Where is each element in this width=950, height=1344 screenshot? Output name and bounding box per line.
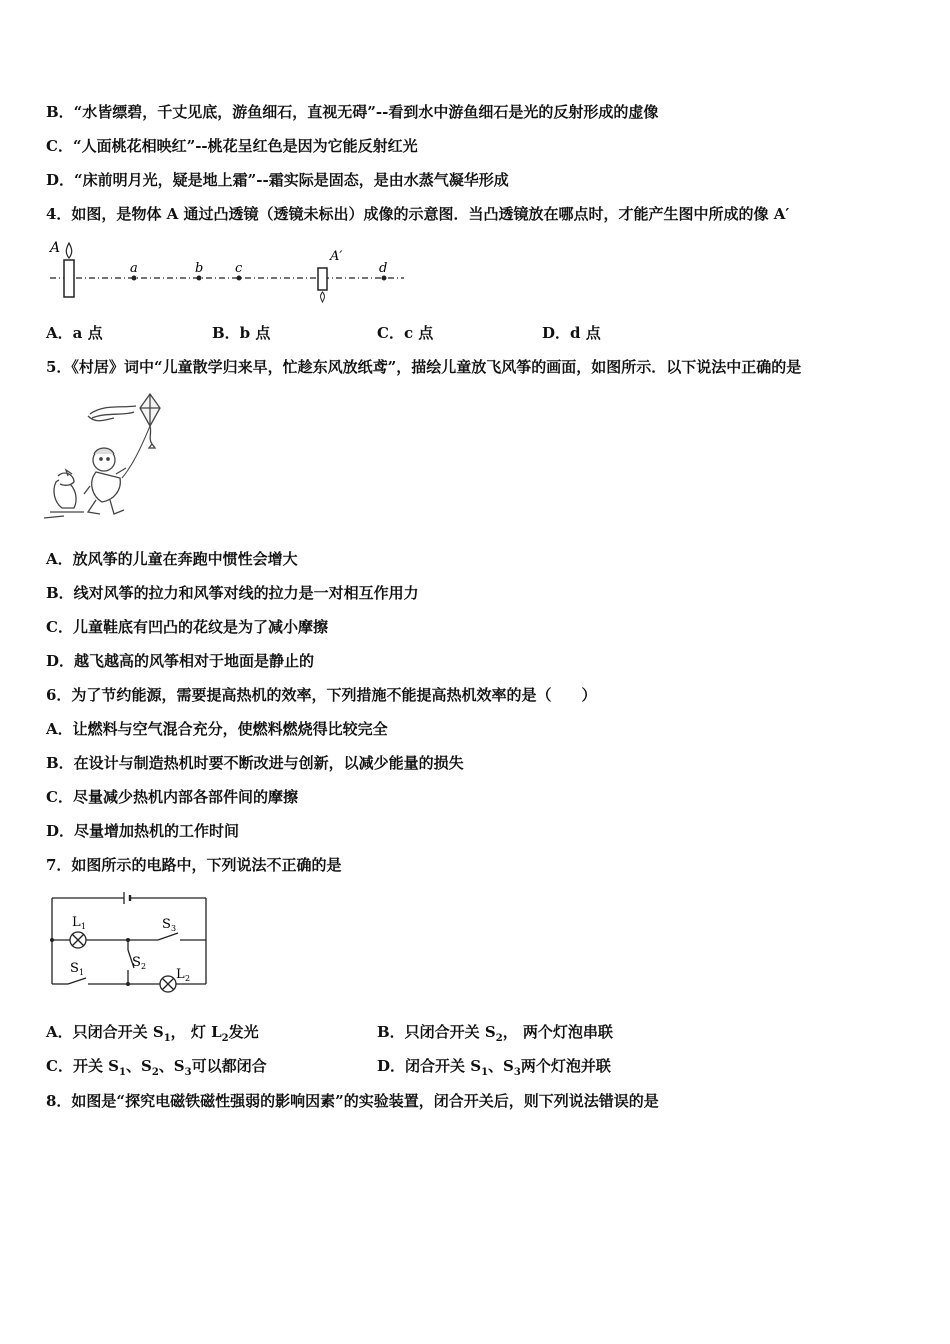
- q7-option-d-sub1: 1: [481, 1067, 489, 1078]
- label-s3: S: [162, 917, 171, 932]
- q4-stem: 4．如图，是物体 A 通过凸透镜（透镜未标出）成像的示意图．当凸透镜放在哪点时，才能产生图中所成的像 A′: [46, 205, 790, 223]
- q4-option-a: A．a 点: [46, 324, 103, 342]
- q7-option-c-text4: 可以都闭合: [191, 1057, 267, 1075]
- q7-option-a-sub2: 2: [221, 1033, 229, 1044]
- q5-stem: 5．《村居》词中“儿童散学归来早，忙趁东风放纸鸢”，描绘儿童放飞风筝的画面，如图所示．以下说法中正确的是: [46, 358, 802, 376]
- circuit-diagram: [44, 888, 214, 998]
- candle-flame: [66, 243, 71, 258]
- q7-option-b-text1: B．只闭合开关 S: [377, 1023, 496, 1041]
- switch-s3: [158, 933, 178, 940]
- q5-option-c: C．儿童鞋底有凹凸的花纹是为了减小摩擦: [46, 618, 328, 636]
- q3-option-b: B．“水皆缥碧，千丈见底，游鱼细石，直视无碍”--看到水中游鱼细石是光的反射形成的虚像: [46, 103, 659, 121]
- q7-option-a-text1: A．只闭合开关 S: [46, 1023, 164, 1041]
- q7-option-a-text2: ， 灯 L: [170, 1023, 222, 1041]
- q7-option-a-sub1: 1: [163, 1033, 171, 1044]
- label-l2: L: [176, 967, 185, 982]
- q6-option-d: D．尽量增加热机的工作时间: [46, 822, 240, 840]
- q5-option-a: A．放风筝的儿童在奔跑中惯性会增大: [46, 550, 298, 568]
- label-l1: L: [72, 915, 81, 930]
- q8-stem: 8．如图是“探究电磁铁磁性强弱的影响因素”的实验装置，闭合开关后，则下列说法错误的是: [46, 1092, 659, 1110]
- q7-option-c-text2: 、S: [125, 1057, 152, 1075]
- candle-image: [318, 268, 327, 290]
- q7-option-d-text2: 、S: [488, 1057, 514, 1075]
- q4-option-b: B．b 点: [212, 324, 271, 342]
- q7-stem: 7．如图所示的电路中，下列说法不正确的是: [46, 856, 342, 874]
- label-l2-sub: 2: [185, 974, 191, 983]
- q7-option-b-text2: ， 两个灯泡串联: [502, 1023, 613, 1041]
- label-b: b: [195, 261, 204, 276]
- label-a: a: [130, 261, 138, 276]
- label-s1-sub: 1: [79, 968, 85, 977]
- label-d: d: [379, 261, 388, 276]
- lens-figure: [44, 236, 414, 304]
- candle-object: [64, 260, 74, 297]
- q7-option-d-text3: 两个灯泡并联: [520, 1057, 611, 1075]
- q7-option-c: [46, 1056, 267, 1083]
- label-A: A: [50, 240, 61, 256]
- q7-option-c-sub3: 3: [184, 1067, 192, 1078]
- point-b: [197, 276, 202, 281]
- q5-option-d: D．越飞越高的风筝相对于地面是静止的: [46, 652, 315, 670]
- q3-option-c: C．“人面桃花相映红”--桃花呈红色是因为它能反射红光: [46, 137, 418, 155]
- switch-s1: [68, 978, 86, 984]
- q6-option-a: A．让燃料与空气混合充分，使燃料燃烧得比较完全: [46, 720, 388, 738]
- q3-option-d: D．“床前明月光，疑是地上霜”--霜实际是固态，是由水蒸气凝华形成: [46, 171, 509, 189]
- q6-stem: 6．为了节约能源，需要提高热机的效率，下列措施不能提高热机效率的是（ ）: [46, 686, 597, 704]
- q6-option-c: C．尽量减少热机内部各部件间的摩擦: [46, 788, 298, 806]
- q7-option-b: [377, 1022, 613, 1049]
- q7-option-c-text3: 、S: [158, 1057, 185, 1075]
- q7-option-d-sub2: 3: [513, 1067, 521, 1078]
- q7-option-a: [46, 1022, 259, 1049]
- kite-illustration: [44, 390, 174, 522]
- point-a: [132, 276, 137, 281]
- q7-option-d: [377, 1056, 611, 1083]
- point-d: [382, 276, 387, 281]
- q7-option-d-text1: D．闭合开关 S: [377, 1057, 482, 1075]
- q6-option-b: B．在设计与制造热机时要不断改进与创新，以减少能量的损失: [46, 754, 464, 772]
- label-s1: S: [70, 961, 79, 976]
- q7-option-c-sub2: 2: [151, 1067, 159, 1078]
- q5-option-b: B．线对风筝的拉力和风筝对线的拉力是一对相互作用力: [46, 584, 419, 602]
- label-s2-sub: 2: [141, 962, 147, 971]
- kite-string: [122, 426, 150, 478]
- label-s2: S: [132, 955, 141, 970]
- q4-option-c: C．c 点: [377, 324, 434, 342]
- q4-option-d: D．d 点: [542, 324, 601, 342]
- q7-option-c-sub1: 1: [119, 1067, 126, 1078]
- image-flame: [321, 292, 325, 302]
- q7-option-c-text1: C．开关 S: [46, 1057, 119, 1075]
- label-a-prime: A′: [330, 249, 343, 264]
- label-s3-sub: 3: [171, 924, 177, 933]
- q7-option-a-text3: 发光: [228, 1023, 259, 1041]
- q7-option-b-sub1: 2: [495, 1033, 503, 1044]
- label-l1-sub: 1: [81, 922, 87, 931]
- point-c: [237, 276, 242, 281]
- label-c: c: [235, 261, 243, 276]
